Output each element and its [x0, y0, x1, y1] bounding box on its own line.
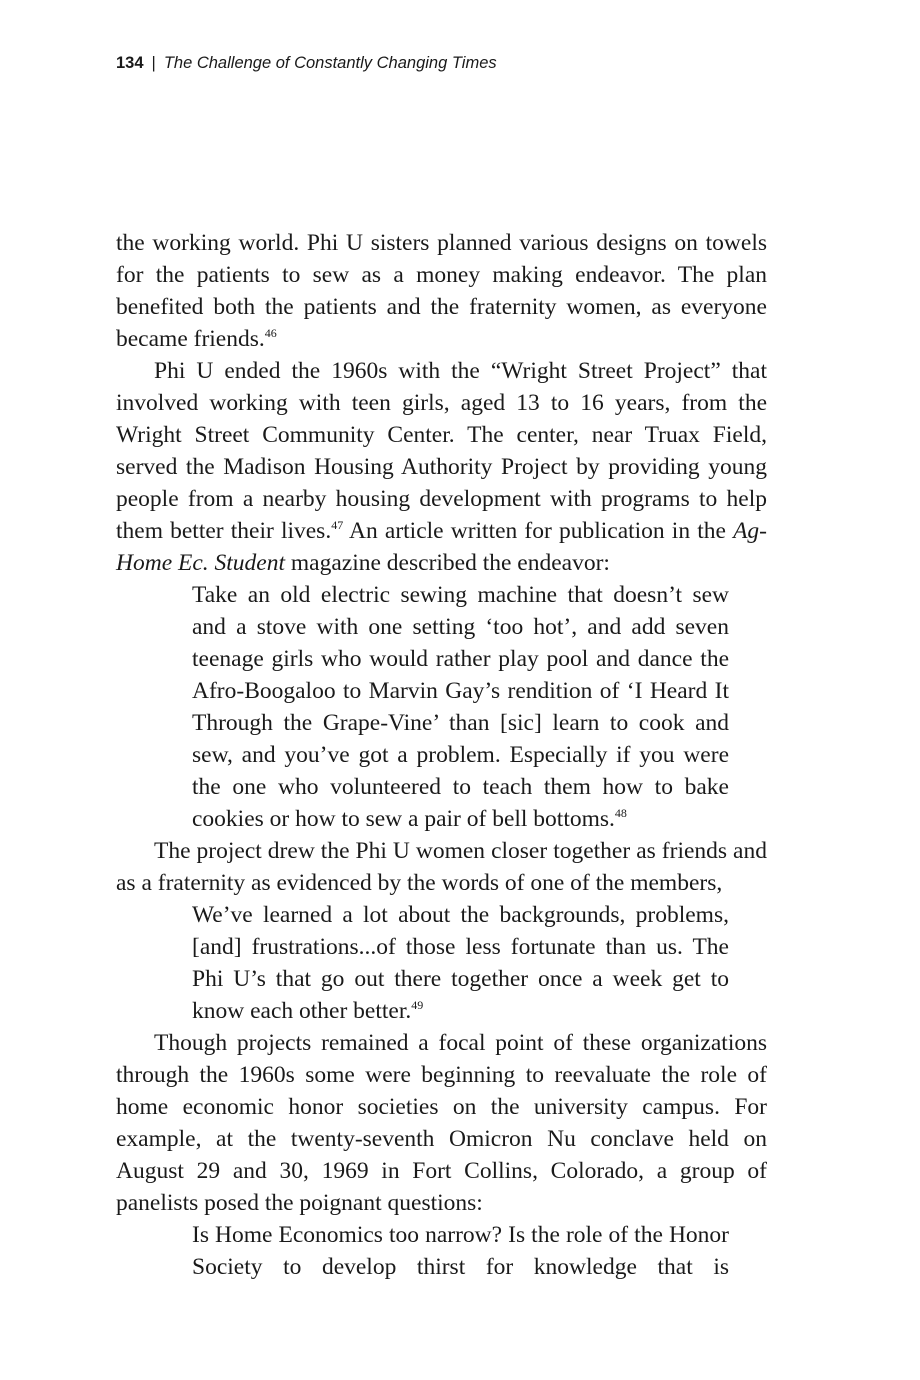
paragraph-3: [116, 835, 767, 899]
block-quote-2-text: We’ve learned a lot about the backgrounds, problems, [and] frustrations...of those less fortunate than us. The Phi U’s that go out there together once a week get to know each other better.: [192, 902, 729, 1024]
block-quote-2: [192, 899, 729, 1027]
magazine-title: Ag-Home Ec. Student: [116, 518, 767, 576]
body-text: [116, 227, 767, 1283]
footnote-ref-46[interactable]: 46: [264, 326, 277, 340]
block-quote-3: [192, 1219, 729, 1283]
header-separator: |: [151, 54, 156, 72]
paragraph-2: [116, 355, 767, 579]
running-head: [116, 54, 497, 73]
paragraph-1-text: the working world. Phi U sisters planned various designs on towels for the patients to sew as a money making endeavor. The plan benefited both the patients and the fraternity women, as everyone became friends.: [116, 230, 767, 352]
paragraph-3-text: The project drew the Phi U women closer together as friends and as a fraternity as evidenced by the words of one of the members,: [116, 838, 767, 896]
paragraph-2-text-1: Phi U ended the 1960s with the “Wright Street Project” that involved working with teen girls, aged 13 to 16 years, from the Wright Street Community Center. The center, near Truax Field, served the Madison Housing Authority Project by providing young people from a nearby housing development with programs to help them better their lives.: [116, 358, 767, 544]
running-title: The Challenge of Constantly Changing Times: [163, 54, 497, 72]
paragraph-4-text: Though projects remained a focal point of these organizations through the 1960s some were beginning to reevaluate the role of home economic honor societies on the university campus. For example, at the twenty-seventh Omicron Nu conclave held on August 29 and 30, 1969 in Fort Collins, Colorado, a group of panelists posed the poignant questions:: [116, 1030, 767, 1216]
paragraph-1: [116, 227, 767, 355]
page-number: 134: [116, 54, 144, 72]
paragraph-2-text-2: An article written for publication in the: [343, 518, 734, 544]
block-quote-3-text: Is Home Economics too narrow? Is the role of the Honor Society to develop thirst for knowledge that is: [192, 1222, 729, 1280]
footnote-ref-48[interactable]: 48: [614, 806, 627, 820]
paragraph-2-text-3: magazine described the endeavor:: [285, 550, 610, 576]
paragraph-4: [116, 1027, 767, 1219]
footnote-ref-47[interactable]: 47: [331, 518, 344, 532]
block-quote-1-text: Take an old electric sewing machine that doesn’t sew and a stove with one setting ‘too hot’, and add seven teenage girls who would rather play pool and dance the Afro-Boogaloo to Marvin Gay’s rendition of ‘I Heard It Through the Grape-Vine’ than [sic] learn to cook and sew, and you’ve got a problem. Especially if you were the one who volunteered to teach them how to bake cookies or how to sew a pair of bell bottoms.: [192, 582, 729, 832]
footnote-ref-49[interactable]: 49: [411, 998, 424, 1012]
block-quote-1: [192, 579, 729, 835]
